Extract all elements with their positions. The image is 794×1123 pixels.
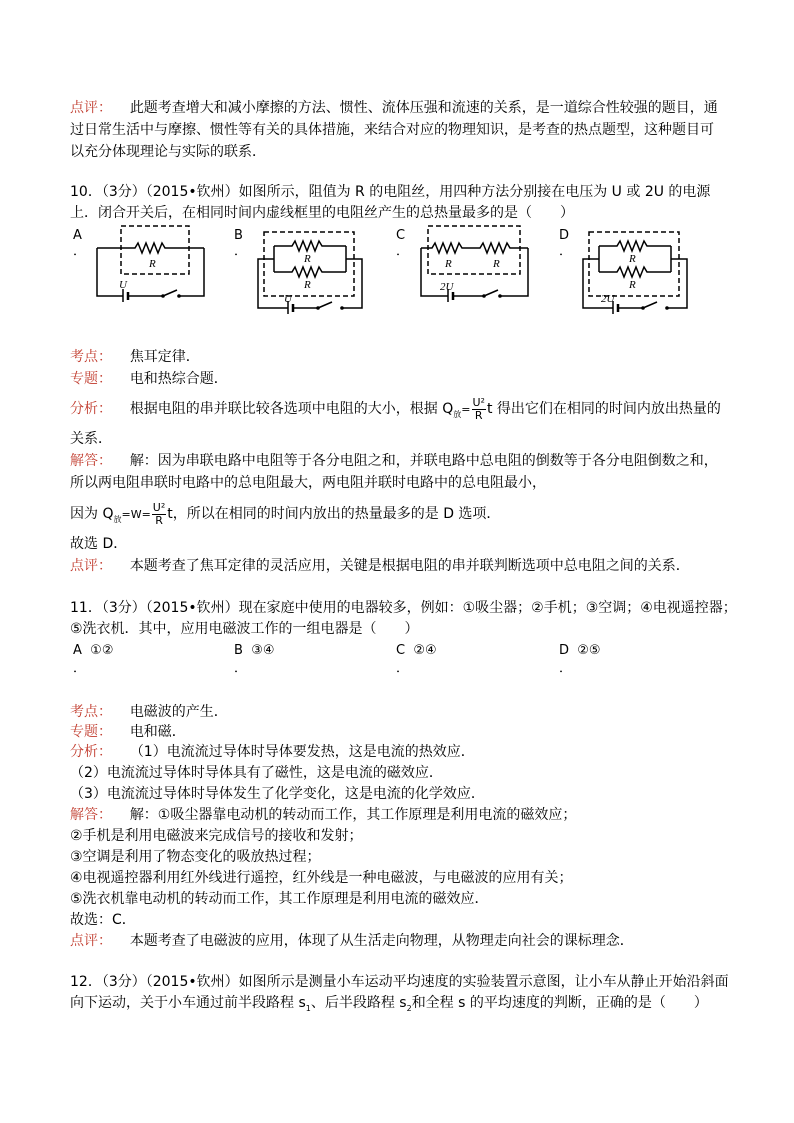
option-text: ③④ <box>251 643 275 658</box>
jieda-equals: =W= <box>121 508 151 521</box>
q11-fenxi-1 <box>70 742 475 762</box>
fenxi-subscript: 放 <box>453 409 462 419</box>
fraction-numerator: U² <box>472 395 485 409</box>
option-letter: A <box>73 643 82 658</box>
q10-option-c-dot: ． <box>396 244 410 259</box>
q10-guxuan: 故选 D． <box>70 536 128 552</box>
q10-jieda-2: 所以两电阻串联时电路中的总电阻最大，两电阻并联时电路中的总电阻最小， <box>70 475 546 491</box>
kaodian-text: 电磁波的产生． <box>129 704 228 720</box>
q11-option-b-dot: ． <box>234 661 248 676</box>
fenxi-fraction <box>472 397 486 422</box>
option-letter: B <box>234 643 243 658</box>
option-letter: D <box>559 643 570 658</box>
dashed-box <box>428 226 520 274</box>
q11-guxuan: 故选：C． <box>70 912 136 928</box>
dianping-label: 点评： <box>70 558 112 574</box>
q11-option-d <box>559 643 601 659</box>
option-text: ②④ <box>413 643 437 658</box>
q12-stem-2c: 和全程 s 的平均速度的判断，正确的是（ ） <box>411 995 708 1011</box>
comment-text: 此题考查增大和减小摩擦的方法、惯性、流体压强和流速的关系，是一道综合性较强的题目，通 <box>129 100 718 116</box>
q10-dianping <box>70 556 690 576</box>
q9-comment-line-3: 以充分体现理论与实际的联系． <box>70 144 266 160</box>
q11-option-a-dot: ． <box>73 661 87 676</box>
kaodian-text: 焦耳定律． <box>129 349 200 365</box>
zhuanti-label: 专题： <box>70 724 112 740</box>
dianping-label: 点评： <box>70 933 112 949</box>
resistor-symbols <box>421 243 528 253</box>
source-label: U <box>119 279 127 291</box>
fraction-denominator: R <box>155 513 163 527</box>
jieda-fraction <box>152 502 166 527</box>
q11-stem-line-2: ⑤洗衣机．其中，应用电磁波工作的一组电器是（ ） <box>70 621 419 637</box>
q11-jieda-3: ③空调是利用了物态变化的吸放热过程； <box>70 849 321 865</box>
q11-option-b <box>234 643 275 659</box>
fenxi-equals: = <box>461 403 471 416</box>
fenxi-text-b: t 得出它们在相同的时间内放出热量的 <box>486 401 721 417</box>
s1-subscript: 1 <box>305 1003 311 1013</box>
q11-option-c-dot: ． <box>396 661 410 676</box>
q11-stem-line-1: 11．（3分）（2015•钦州）现在家庭中使用的电器较多，例如：①吸尘器；②手机；③空调；④电视遥控器； <box>70 600 737 616</box>
q11-jieda-5: ⑤洗衣机靠电动机的转动而工作，其工作原理是利用电流的磁效应． <box>70 891 489 907</box>
resistor-label-1: R <box>629 253 636 265</box>
q12-stem-2b: 、后半段路程 s <box>310 995 407 1011</box>
fenxi-text-a: 根据电阻的串并联比较各选项中电阻的大小，根据 Q <box>129 401 454 417</box>
jieda-text-3a: 因为 Q <box>70 506 114 522</box>
q12-stem-line-2 <box>70 993 708 1019</box>
resistor-label-2: R <box>493 258 500 270</box>
source-label: U <box>284 293 292 305</box>
zhuanti-text: 电和热综合题． <box>129 371 228 387</box>
q12-stem-2a: 向下运动，关于小车通过前半段路程 s <box>70 995 306 1011</box>
source-label: 2U <box>601 293 615 305</box>
fenxi-label: 分析： <box>70 744 112 760</box>
resistor-symbol-2 <box>599 267 671 277</box>
kaodian-label: 考点： <box>70 349 112 365</box>
q10-zhuanti <box>70 369 228 389</box>
q10-option-b-letter: B <box>234 228 243 243</box>
q10-kaodian <box>70 347 200 367</box>
resistor-symbol <box>97 243 204 253</box>
comment-label: 点评： <box>70 100 112 116</box>
resistor-label: R <box>149 258 156 270</box>
dianping-text: 本题考查了电磁波的应用，体现了从生活走向物理，从物理走向社会的课标理念． <box>129 933 634 949</box>
q11-jieda-4: ④电视遥控器利用红外线进行遥控，红外线是一种电磁波，与电磁波的应用有关； <box>70 870 573 886</box>
s2-subscript: 2 <box>406 1003 412 1013</box>
resistor-label-2: R <box>629 279 636 291</box>
q9-comment-line-2: 过日常生活中与摩擦、惯性等有关的具体措施，来结合对应的物理知识，是考查的热点题型，这种题目可 <box>70 122 714 138</box>
zhuanti-label: 专题： <box>70 371 112 387</box>
jieda-subscript: 放 <box>113 514 122 524</box>
q12-stem-line-1: 12．（3分）（2015•钦州）如图所示是测量小车运动平均速度的实验装置示意图，让小车从静止开始沿斜面 <box>70 974 729 990</box>
q10-option-c-circuit <box>418 222 533 302</box>
q10-option-a-circuit <box>93 222 208 302</box>
resistor-symbol-1 <box>274 241 346 251</box>
fenxi-text-1: （1）电流流过导体时导体要发热，这是电流的热效应． <box>129 744 475 760</box>
jieda-text-1: 解：因为串联电路中电阻等于各分电阻之和，并联电路中总电阻的倒数等于各分电阻倒数之和， <box>129 453 718 469</box>
source-label: 2U <box>440 281 454 293</box>
dianping-text: 本题考查了焦耳定律的灵活应用，关键是根据电阻的串并联判断选项中总电阻之间的关系． <box>129 558 690 574</box>
zhuanti-text: 电和磁． <box>129 724 186 740</box>
jieda-text-3b: t，所以在相同的时间内放出的热量最多的是 D 选项． <box>167 506 501 522</box>
kaodian-label: 考点： <box>70 704 112 720</box>
resistor-label-1: R <box>445 258 452 270</box>
q10-option-a-dot: ． <box>73 244 87 259</box>
fenxi-label: 分析： <box>70 401 112 417</box>
option-letter: C <box>396 643 406 658</box>
q9-comment-line-1 <box>70 98 718 118</box>
q11-kaodian <box>70 702 228 722</box>
q10-stem-line-1: 10．（3分）（2015•钦州）如图所示，阻值为 R 的电阻丝，用四种方法分别接在电压为 U 或 2U 的电源 <box>70 184 711 200</box>
q10-option-d-dot: ． <box>559 244 573 259</box>
q11-fenxi-3: （3）电流流过导体时导体发生了化学变化，这是电流的化学效应． <box>70 786 485 802</box>
resistor-label-2: R <box>304 279 311 291</box>
resistor-symbol-1 <box>599 241 671 251</box>
q11-zhuanti <box>70 722 186 742</box>
q10-option-d-letter: D <box>559 228 570 243</box>
q10-option-d-circuit <box>579 222 694 314</box>
q10-option-b-dot: ． <box>234 244 248 259</box>
q11-option-c <box>396 643 437 659</box>
option-text: ①② <box>90 643 114 658</box>
q11-option-a <box>73 643 113 659</box>
jieda-text-1: 解：①吸尘器靠电动机的转动而工作，其工作原理是利用电流的磁效应； <box>129 807 577 823</box>
q11-fenxi-2: （2）电流流过导体时导体具有了磁性，这是电流的磁效应． <box>70 765 443 781</box>
q10-option-c-letter: C <box>396 228 406 243</box>
q10-stem-line-2: 上．闭合开关后，在相同时间内虚线框里的电阻丝产生的总热量最多的是（ ） <box>70 205 574 221</box>
jieda-label: 解答： <box>70 453 112 469</box>
q11-jieda-2: ②手机是利用电磁波来完成信号的接收和发射； <box>70 828 363 844</box>
q10-fenxi <box>70 394 721 430</box>
q11-dianping <box>70 931 634 951</box>
q10-fenxi-cont: 关系． <box>70 431 112 447</box>
resistor-symbol-2 <box>274 267 346 277</box>
resistor-label-1: R <box>304 253 311 265</box>
fraction-numerator: U² <box>152 500 166 514</box>
q10-option-b-circuit <box>254 222 369 314</box>
fraction-denominator: R <box>474 408 483 422</box>
jieda-label: 解答： <box>70 807 112 823</box>
q10-jieda-1 <box>70 451 718 471</box>
q10-option-a-letter: A <box>73 228 82 243</box>
q10-jieda-3 <box>70 499 500 535</box>
q11-jieda-1 <box>70 805 576 825</box>
option-text: ②⑤ <box>577 643 601 658</box>
q11-option-d-dot: ． <box>559 661 573 676</box>
